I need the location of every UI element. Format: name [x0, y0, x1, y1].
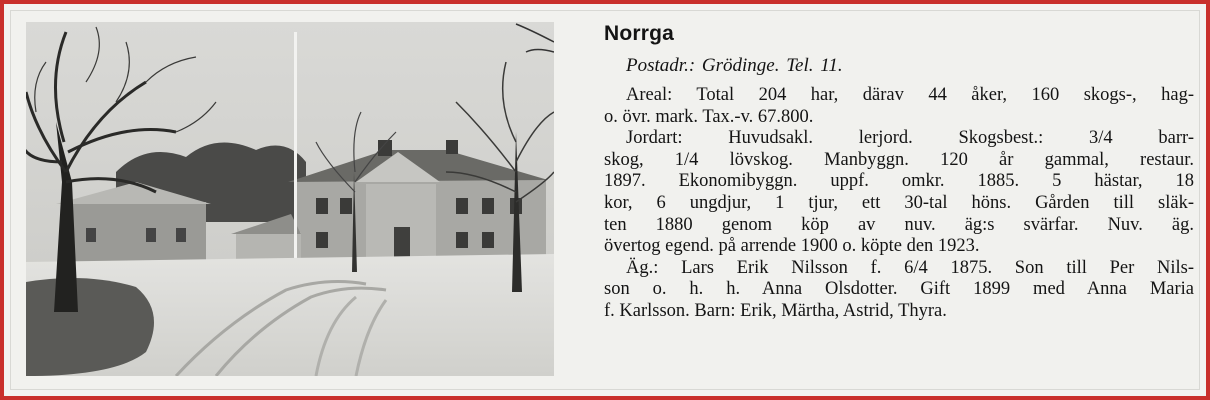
text-line: Äg.: Lars Erik Nilsson f. 6/4 1875. Son till Per Nils-: [626, 257, 1194, 278]
farm-photo: [26, 22, 554, 376]
text-line: son o. h. h. Anna Olsdotter. Gift 1899 med Anna Maria: [604, 279, 1194, 300]
jordart-paragraph: [604, 128, 1194, 258]
text-line: o. övr. mark. Tax.-v. 67.800.: [604, 106, 814, 127]
owner-paragraph: [604, 258, 1194, 323]
text-line: ten 1880 genom köp av nuv. äg:s svärfar. Nuv. äg.: [604, 214, 1194, 235]
entry-title: Norrga: [604, 22, 675, 45]
text-line: Areal: Total 204 har, därav 44 åker, 160 skogs-, hag-: [626, 85, 1194, 105]
text-line: skog, 1/4 lövskog. Manbyggn. 120 år gammal, restaur.: [604, 149, 1194, 170]
text-line: f. Karlsson. Barn: Erik, Märtha, Astrid, Thyra.: [604, 300, 947, 321]
text-line: kor, 6 ungdjur, 1 tjur, ett 30-tal höns. Gården till släk-: [604, 192, 1194, 213]
text-line: 1897. Ekonomibyggn. uppf. omkr. 1885. 5 hästar, 18: [604, 171, 1194, 192]
text-line: övertog egend. på arrende 1900 o. köpte den 1923.: [604, 236, 980, 257]
areal-paragraph: [604, 85, 1194, 128]
text-line: Jordart: Huvudsakl. lerjord. Skogsbest.: 3/4 barr-: [626, 128, 1194, 149]
postal-address: Postadr.: Grödinge. Tel. 11.: [626, 55, 843, 76]
entry-text: [604, 20, 1194, 323]
